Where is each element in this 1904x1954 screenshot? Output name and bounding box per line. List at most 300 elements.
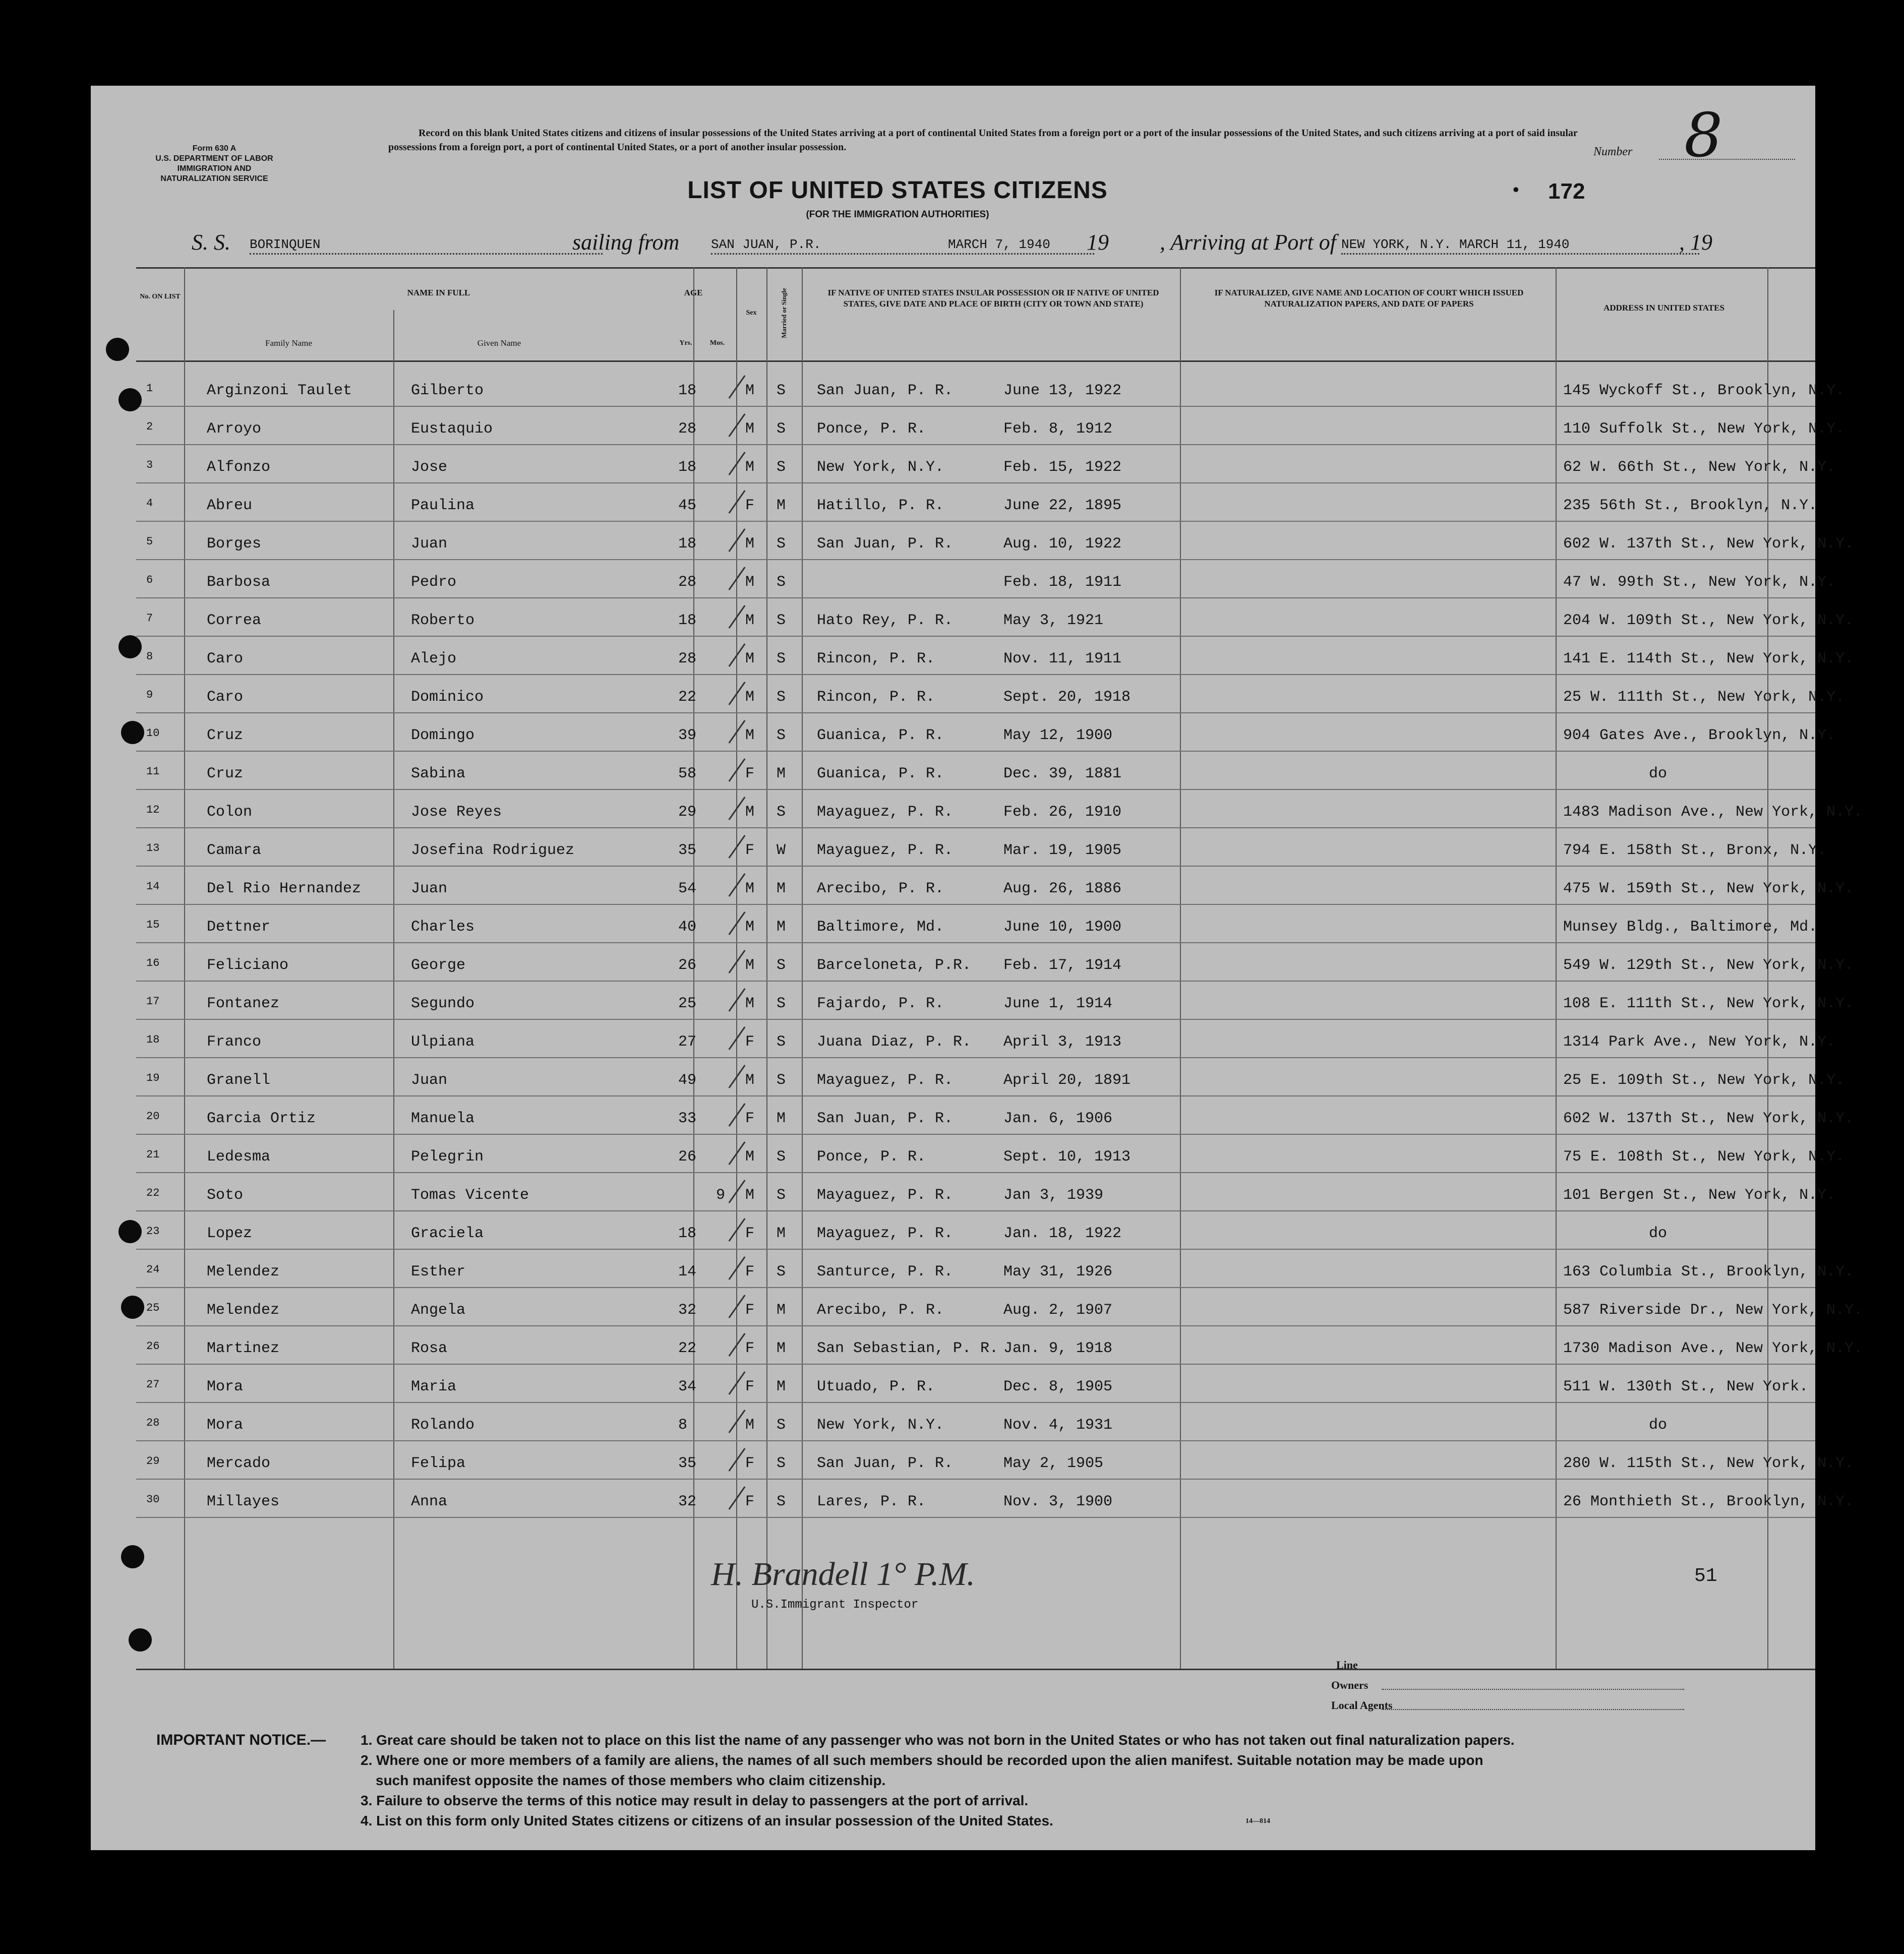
check-mark [728, 1371, 745, 1395]
notice-heading: IMPORTANT NOTICE.— [156, 1732, 326, 1748]
us-address: do [1649, 1417, 1668, 1434]
us-address: 602 W. 137th St., New York, N.Y. [1563, 535, 1854, 553]
birth-date: Feb. 15, 1922 [1003, 459, 1122, 476]
family-name: Colon [207, 804, 253, 821]
birth-date: Aug. 26, 1886 [1003, 880, 1122, 897]
birth-date: Feb. 8, 1912 [1003, 420, 1113, 438]
family-name: Soto [207, 1187, 244, 1204]
check-mark [728, 682, 745, 705]
header-address: ADDRESS IN UNITED STATES [1603, 303, 1724, 313]
punch-hole [121, 1545, 144, 1568]
family-name: Garcia Ortiz [207, 1110, 316, 1127]
family-name: Granell [207, 1072, 271, 1089]
check-mark [728, 413, 745, 437]
birth-date: April 3, 1913 [1003, 1033, 1122, 1051]
row-number: 24 [146, 1263, 160, 1276]
check-mark [728, 490, 745, 514]
us-address: 235 56th St., Brooklyn, N.Y. [1563, 497, 1818, 514]
birth-date: Feb. 18, 1911 [1003, 574, 1122, 591]
marital-status: S [777, 1033, 786, 1051]
table-row [136, 636, 1854, 675]
sex: F [745, 1455, 755, 1472]
us-address: do [1649, 1225, 1668, 1242]
given-name: Gilberto [411, 382, 484, 399]
punch-hole [129, 1628, 152, 1652]
marital-status: S [777, 957, 786, 974]
punch-hole [106, 338, 129, 361]
birth-place: Baltimore, Md. [817, 919, 944, 936]
family-name: Arroyo [207, 420, 262, 438]
us-address: 280 W. 115th St., New York, N.Y. [1563, 1455, 1854, 1472]
age-years: 29 [678, 804, 697, 821]
us-address: 475 W. 159th St., New York, N.Y. [1563, 880, 1854, 897]
given-name: Tomas Vicente [411, 1187, 529, 1204]
age-years: 45 [678, 497, 697, 514]
marital-status: M [777, 1340, 786, 1357]
marital-status: S [777, 1417, 786, 1434]
arrival-port: NEW YORK, N.Y. MARCH 11, 1940 [1341, 237, 1699, 255]
row-number: 6 [146, 574, 153, 586]
birth-date: May 31, 1926 [1003, 1263, 1113, 1280]
us-address: 549 W. 129th St., New York, N.Y. [1563, 957, 1854, 974]
check-mark [728, 950, 745, 973]
family-name: Franco [207, 1033, 262, 1051]
marital-status: S [777, 727, 786, 744]
us-address: 1314 Park Ave., New York, N.Y. [1563, 1033, 1836, 1051]
check-mark [728, 528, 745, 552]
age-years: 26 [678, 957, 697, 974]
table-row [136, 866, 1854, 904]
us-address: 108 E. 111th St., New York, N.Y. [1563, 995, 1854, 1012]
given-name: Segundo [411, 995, 475, 1012]
row-number: 14 [146, 880, 160, 893]
marital-status: M [777, 880, 786, 897]
us-address: 602 W. 137th St., New York, N.Y. [1563, 1110, 1854, 1127]
sex: F [745, 1340, 755, 1357]
age-years: 32 [678, 1302, 697, 1319]
us-address: 110 Suffolk St., New York, N.Y. [1563, 420, 1845, 438]
birth-place: Rincon, P. R. [817, 650, 935, 667]
birth-date: Nov. 3, 1900 [1003, 1493, 1113, 1510]
age-years: 18 [678, 612, 697, 629]
row-number: 3 [146, 459, 153, 471]
table-row [136, 1479, 1854, 1517]
sex: F [745, 1302, 755, 1319]
table-row [136, 521, 1854, 560]
table-row [136, 1058, 1845, 1096]
sex: F [745, 1033, 755, 1051]
birth-place: Mayaguez, P. R. [817, 842, 954, 859]
family-name: Alfonzo [207, 459, 271, 476]
given-name: Charles [411, 919, 475, 936]
family-name: Correa [207, 612, 262, 629]
form-code: 14—814 [1245, 1817, 1270, 1825]
birth-date: Nov. 11, 1911 [1003, 650, 1122, 667]
age-years: 18 [678, 382, 697, 399]
row-number: 22 [146, 1187, 160, 1199]
birth-date: June 22, 1895 [1003, 497, 1122, 514]
given-name: Maria [411, 1378, 457, 1395]
given-name: Josefina Rodriguez [411, 842, 575, 859]
sex: F [745, 1493, 755, 1510]
manifest-sheet [91, 86, 1863, 1850]
birth-place: Juana Diaz, P. R. [817, 1033, 972, 1051]
given-name: Anna [411, 1493, 448, 1510]
row-number: 5 [146, 535, 153, 548]
marital-status: M [777, 1302, 786, 1319]
marital-status: M [777, 1225, 786, 1242]
given-name: Eustaquio [411, 420, 493, 438]
family-name: Cruz [207, 727, 244, 744]
ss-label: S. S. [192, 230, 230, 255]
number-line [1659, 159, 1795, 160]
row-number: 20 [146, 1110, 160, 1123]
form-number: Form 630 A [192, 144, 236, 153]
given-name: Alejo [411, 650, 457, 667]
sailing-date: MARCH 7, 1940 [948, 237, 1094, 255]
row-number: 21 [146, 1148, 160, 1161]
birth-place: San Juan, P. R. [817, 382, 954, 399]
marital-status: S [777, 420, 786, 438]
age-years: 22 [678, 689, 697, 706]
marital-status: S [777, 995, 786, 1012]
table-row [136, 445, 1836, 483]
check-mark [728, 1141, 745, 1165]
check-mark [728, 1295, 745, 1318]
sex: M [745, 919, 755, 936]
birth-place: Utuado, P. R. [817, 1378, 935, 1395]
check-mark [728, 1103, 745, 1127]
birth-date: Feb. 26, 1910 [1003, 804, 1122, 821]
check-mark [728, 873, 745, 897]
given-name: Juan [411, 1072, 448, 1089]
age-years: 18 [678, 535, 697, 553]
sex: F [745, 1225, 755, 1242]
sex: M [745, 1072, 755, 1089]
header-naturalized: IF NATURALIZED, GIVE NAME AND LOCATION OF COURT WHICH ISSUED NATURALIZATION PAPERS, AND DATE OF PAPERS [1214, 288, 1524, 309]
row-number: 23 [146, 1225, 160, 1238]
birth-date: Jan. 18, 1922 [1003, 1225, 1122, 1242]
check-mark [728, 1065, 745, 1088]
sex: M [745, 612, 755, 629]
marital-status: S [777, 1493, 786, 1510]
birth-place: Hato Rey, P. R. [817, 612, 954, 629]
check-mark [728, 1448, 745, 1472]
marital-status: S [777, 535, 786, 553]
family-name: Arginzoni Taulet [207, 382, 352, 399]
family-name: Feliciano [207, 957, 289, 974]
birth-place: Mayaguez, P. R. [817, 1072, 954, 1089]
us-address: 794 E. 158th St., Bronx, N.Y. [1563, 842, 1827, 859]
family-name: Mercado [207, 1455, 271, 1472]
row-number: 2 [146, 420, 153, 433]
sheet-number: 172 [1548, 179, 1585, 204]
marital-status: M [777, 1378, 786, 1395]
age-years: 35 [678, 1455, 697, 1472]
birth-date: June 13, 1922 [1003, 382, 1122, 399]
given-name: Rolando [411, 1417, 475, 1434]
birth-place: San Sebastian, P. R. [817, 1340, 999, 1357]
birth-date: Aug. 2, 1907 [1003, 1302, 1113, 1319]
table-row [136, 1402, 1815, 1441]
row-number: 26 [146, 1340, 160, 1353]
row-number: 8 [146, 650, 153, 663]
page-title-text: LIST OF UNITED STATES CITIZENS [687, 177, 1108, 204]
birth-place: Guanica, P. R. [817, 765, 944, 782]
given-name: Domingo [411, 727, 475, 744]
birth-place: San Juan, P. R. [817, 1110, 954, 1127]
family-name: Ledesma [207, 1148, 271, 1166]
birth-date: June 1, 1914 [1003, 995, 1113, 1012]
family-name: Cruz [207, 765, 244, 782]
us-address: 204 W. 109th St., New York, N.Y. [1563, 612, 1854, 629]
row-number: 10 [146, 727, 160, 740]
age-years: 22 [678, 1340, 697, 1357]
marital-status: S [777, 574, 786, 591]
marital-status: M [777, 497, 786, 514]
birth-place: Mayaguez, P. R. [817, 804, 954, 821]
marital-status: S [777, 1072, 786, 1089]
table-row [136, 1211, 1815, 1249]
check-mark [728, 605, 745, 629]
birth-place: Hatillo, P. R. [817, 497, 944, 514]
header-name: NAME IN FULL [407, 288, 470, 297]
sex: M [745, 727, 755, 744]
check-mark [728, 643, 745, 667]
sex: M [745, 382, 755, 399]
birth-date: Mar. 19, 1905 [1003, 842, 1122, 859]
notice-3: 3. Failure to observe the terms of this notice may result in delay to passengers at the port of arrival. [361, 1793, 1029, 1808]
age-years: 18 [678, 1225, 697, 1242]
family-name: Mora [207, 1378, 244, 1395]
table-row [136, 598, 1854, 636]
age-years: 8 [678, 1417, 688, 1434]
us-address: 62 W. 66th St., New York, N.Y. [1563, 459, 1836, 476]
family-name: Del Rio Hernandez [207, 880, 362, 897]
check-mark [728, 1410, 745, 1433]
marital-status: M [777, 765, 786, 782]
given-name: Pedro [411, 574, 457, 591]
sex: M [745, 880, 755, 897]
inspector-signature: H. Brandell 1° P.M. [711, 1556, 975, 1593]
birth-date: Feb. 17, 1914 [1003, 957, 1122, 974]
sex: M [745, 574, 755, 591]
passenger-table [136, 267, 1863, 1669]
marital-status: W [777, 842, 786, 859]
given-name: Roberto [411, 612, 475, 629]
table-row [136, 675, 1845, 713]
given-name: Manuela [411, 1110, 475, 1127]
age-years: 25 [678, 995, 697, 1012]
table-row [136, 943, 1854, 981]
us-address: 163 Columbia St., Brooklyn, N.Y. [1563, 1263, 1854, 1280]
row-number: 28 [146, 1417, 160, 1429]
service-line-1: IMMIGRATION AND [177, 164, 252, 173]
family-name: Martinez [207, 1340, 280, 1357]
punch-hole [118, 388, 142, 411]
table-row [136, 981, 1854, 1019]
age-years: 18 [678, 459, 697, 476]
sex: M [745, 535, 755, 553]
row-number: 30 [146, 1493, 160, 1506]
check-mark [728, 720, 745, 744]
age-years: 32 [678, 1493, 697, 1510]
check-mark [728, 1486, 745, 1510]
age-years: 28 [678, 650, 697, 667]
row-number: 25 [146, 1302, 160, 1314]
birth-date: Jan. 9, 1918 [1003, 1340, 1113, 1357]
birth-place: Santurce, P. R. [817, 1263, 954, 1280]
birth-place: San Juan, P. R. [817, 1455, 954, 1472]
header-mos: Mos. [709, 339, 725, 347]
year-label-2: , 19 [1679, 230, 1712, 255]
punch-hole [118, 1220, 142, 1243]
family-name: Melendez [207, 1302, 280, 1319]
marital-status: S [777, 382, 786, 399]
number-label: Number [1593, 145, 1633, 158]
year-label: 19 [1087, 230, 1109, 255]
sailing-label: sailing from [572, 230, 680, 255]
family-name: Dettner [207, 919, 271, 936]
sex: F [745, 765, 755, 782]
marital-status: S [777, 1263, 786, 1280]
birth-place: Arecibo, P. R. [817, 1302, 944, 1319]
row-number: 13 [146, 842, 160, 854]
family-name: Abreu [207, 497, 253, 514]
table-row [136, 1326, 1863, 1364]
marital-status: S [777, 612, 786, 629]
family-name: Camara [207, 842, 262, 859]
birth-place: Barceloneta, P.R. [817, 957, 972, 974]
notice-2: 2. Where one or more members of a family are aliens, the names of all such members should be recorded upon the alien manifest. Suitable notation may be made upon [361, 1752, 1483, 1768]
sheet-dot: • [1513, 179, 1519, 200]
birth-date: Sept. 10, 1913 [1003, 1148, 1131, 1166]
table-row [136, 1364, 1815, 1402]
row-number: 29 [146, 1455, 160, 1468]
table-row [136, 904, 1818, 943]
table-row [136, 1134, 1845, 1173]
table-row [136, 1249, 1854, 1288]
birth-date: June 10, 1900 [1003, 919, 1122, 936]
us-address: Munsey Bldg., Baltimore, Md. [1563, 919, 1818, 936]
us-address: 75 E. 108th St., New York, N.Y. [1563, 1148, 1845, 1166]
birth-place: Rincon, P. R. [817, 689, 935, 706]
birth-date: Jan 3, 1939 [1003, 1187, 1104, 1204]
row-number: 11 [146, 765, 160, 778]
row-number: 19 [146, 1072, 160, 1084]
table-row [136, 828, 1827, 866]
notice-2-cont: such manifest opposite the names of those members who claim citizenship. [376, 1773, 886, 1788]
sex: F [745, 842, 755, 859]
given-name: Angela [411, 1302, 466, 1319]
family-name: Lopez [207, 1225, 253, 1242]
given-name: George [411, 957, 466, 974]
age-years: 34 [678, 1378, 697, 1395]
marital-status: S [777, 804, 786, 821]
family-name: Mora [207, 1417, 244, 1434]
us-address: 25 E. 109th St., New York, N.Y. [1563, 1072, 1845, 1089]
birth-place: Fajardo, P. R. [817, 995, 944, 1012]
age-years: 58 [678, 765, 697, 782]
table-header-rule [136, 360, 1815, 362]
sex: M [745, 1187, 755, 1204]
birth-place: Mayaguez, P. R. [817, 1225, 954, 1242]
family-name: Millayes [207, 1493, 280, 1510]
notice-1: 1. Great care should be taken not to place on this list the name of any passenger who was not born in the United States or who has not taken out final naturalization papers. [361, 1732, 1515, 1748]
check-mark [728, 988, 745, 1012]
us-address: do [1649, 765, 1668, 782]
sex: F [745, 1263, 755, 1280]
family-name: Fontanez [207, 995, 280, 1012]
us-address: 101 Bergen St., New York, N.Y. [1563, 1187, 1836, 1204]
sex: M [745, 995, 755, 1012]
sex: M [745, 689, 755, 706]
given-name: Ulpiana [411, 1033, 475, 1051]
us-address: 26 Monthieth St., Brooklyn, N.Y. [1563, 1493, 1854, 1510]
notice-4: 4. List on this form only United States citizens or citizens of an insular possession of the United States. [361, 1813, 1053, 1828]
us-address: 1730 Madison Ave., New York, N.Y. [1563, 1340, 1863, 1357]
given-name: Graciela [411, 1225, 484, 1242]
table-row [136, 1096, 1854, 1134]
check-mark [728, 835, 745, 859]
birth-place: Arecibo, P. R. [817, 880, 944, 897]
table-top-rule [136, 267, 1815, 269]
given-name: Rosa [411, 1340, 448, 1357]
header-married: Married or Single [780, 288, 788, 338]
check-mark [728, 1180, 745, 1203]
age-years: 28 [678, 574, 697, 591]
table-row [136, 368, 1845, 406]
inspector-label: U.S.Immigrant Inspector [751, 1598, 919, 1612]
row-rule [136, 1517, 1815, 1518]
marital-status: S [777, 1187, 786, 1204]
age-years: 39 [678, 727, 697, 744]
birth-place: Lares, P. R. [817, 1493, 926, 1510]
age-years: 54 [678, 880, 697, 897]
table-row [136, 483, 1818, 521]
table-row [136, 789, 1863, 828]
row-number: 4 [146, 497, 153, 510]
sex: M [745, 650, 755, 667]
age-months: 9 [716, 1187, 726, 1204]
us-address: 1483 Madison Ave., New York, N.Y. [1563, 804, 1863, 821]
marital-status: S [777, 459, 786, 476]
family-name: Caro [207, 650, 244, 667]
row-number: 27 [146, 1378, 160, 1391]
marital-status: S [777, 1455, 786, 1472]
sex: M [745, 420, 755, 438]
given-name: Sabina [411, 765, 466, 782]
table-row [136, 1019, 1836, 1058]
check-mark [728, 567, 745, 590]
check-mark [728, 1256, 745, 1280]
age-years: 49 [678, 1072, 697, 1089]
owners-field [1382, 1689, 1684, 1690]
header-given: Given Name [477, 338, 521, 348]
family-name: Melendez [207, 1263, 280, 1280]
check-mark [728, 758, 745, 782]
birth-date: Dec. 39, 1881 [1003, 765, 1122, 782]
us-address: 47 W. 99th St., New York, N.Y. [1563, 574, 1836, 591]
ship-name: BORINQUEN [250, 237, 603, 255]
age-years: 26 [678, 1148, 697, 1166]
table-row [136, 751, 1815, 789]
intro-paragraph: Record on this blank United States citizens and citizens of insular possessions of the United States arriving at a port of continental United States from a foreign port or a port of the insular possessions of the United States, and such citizens arriving at a port of said insular possessions from a foreign port, a port of continental United States, or a port of another insular possession. [388, 128, 1578, 153]
sex: M [745, 459, 755, 476]
row-number: 9 [146, 689, 153, 701]
age-years: 14 [678, 1263, 697, 1280]
row-number: 17 [146, 995, 160, 1008]
